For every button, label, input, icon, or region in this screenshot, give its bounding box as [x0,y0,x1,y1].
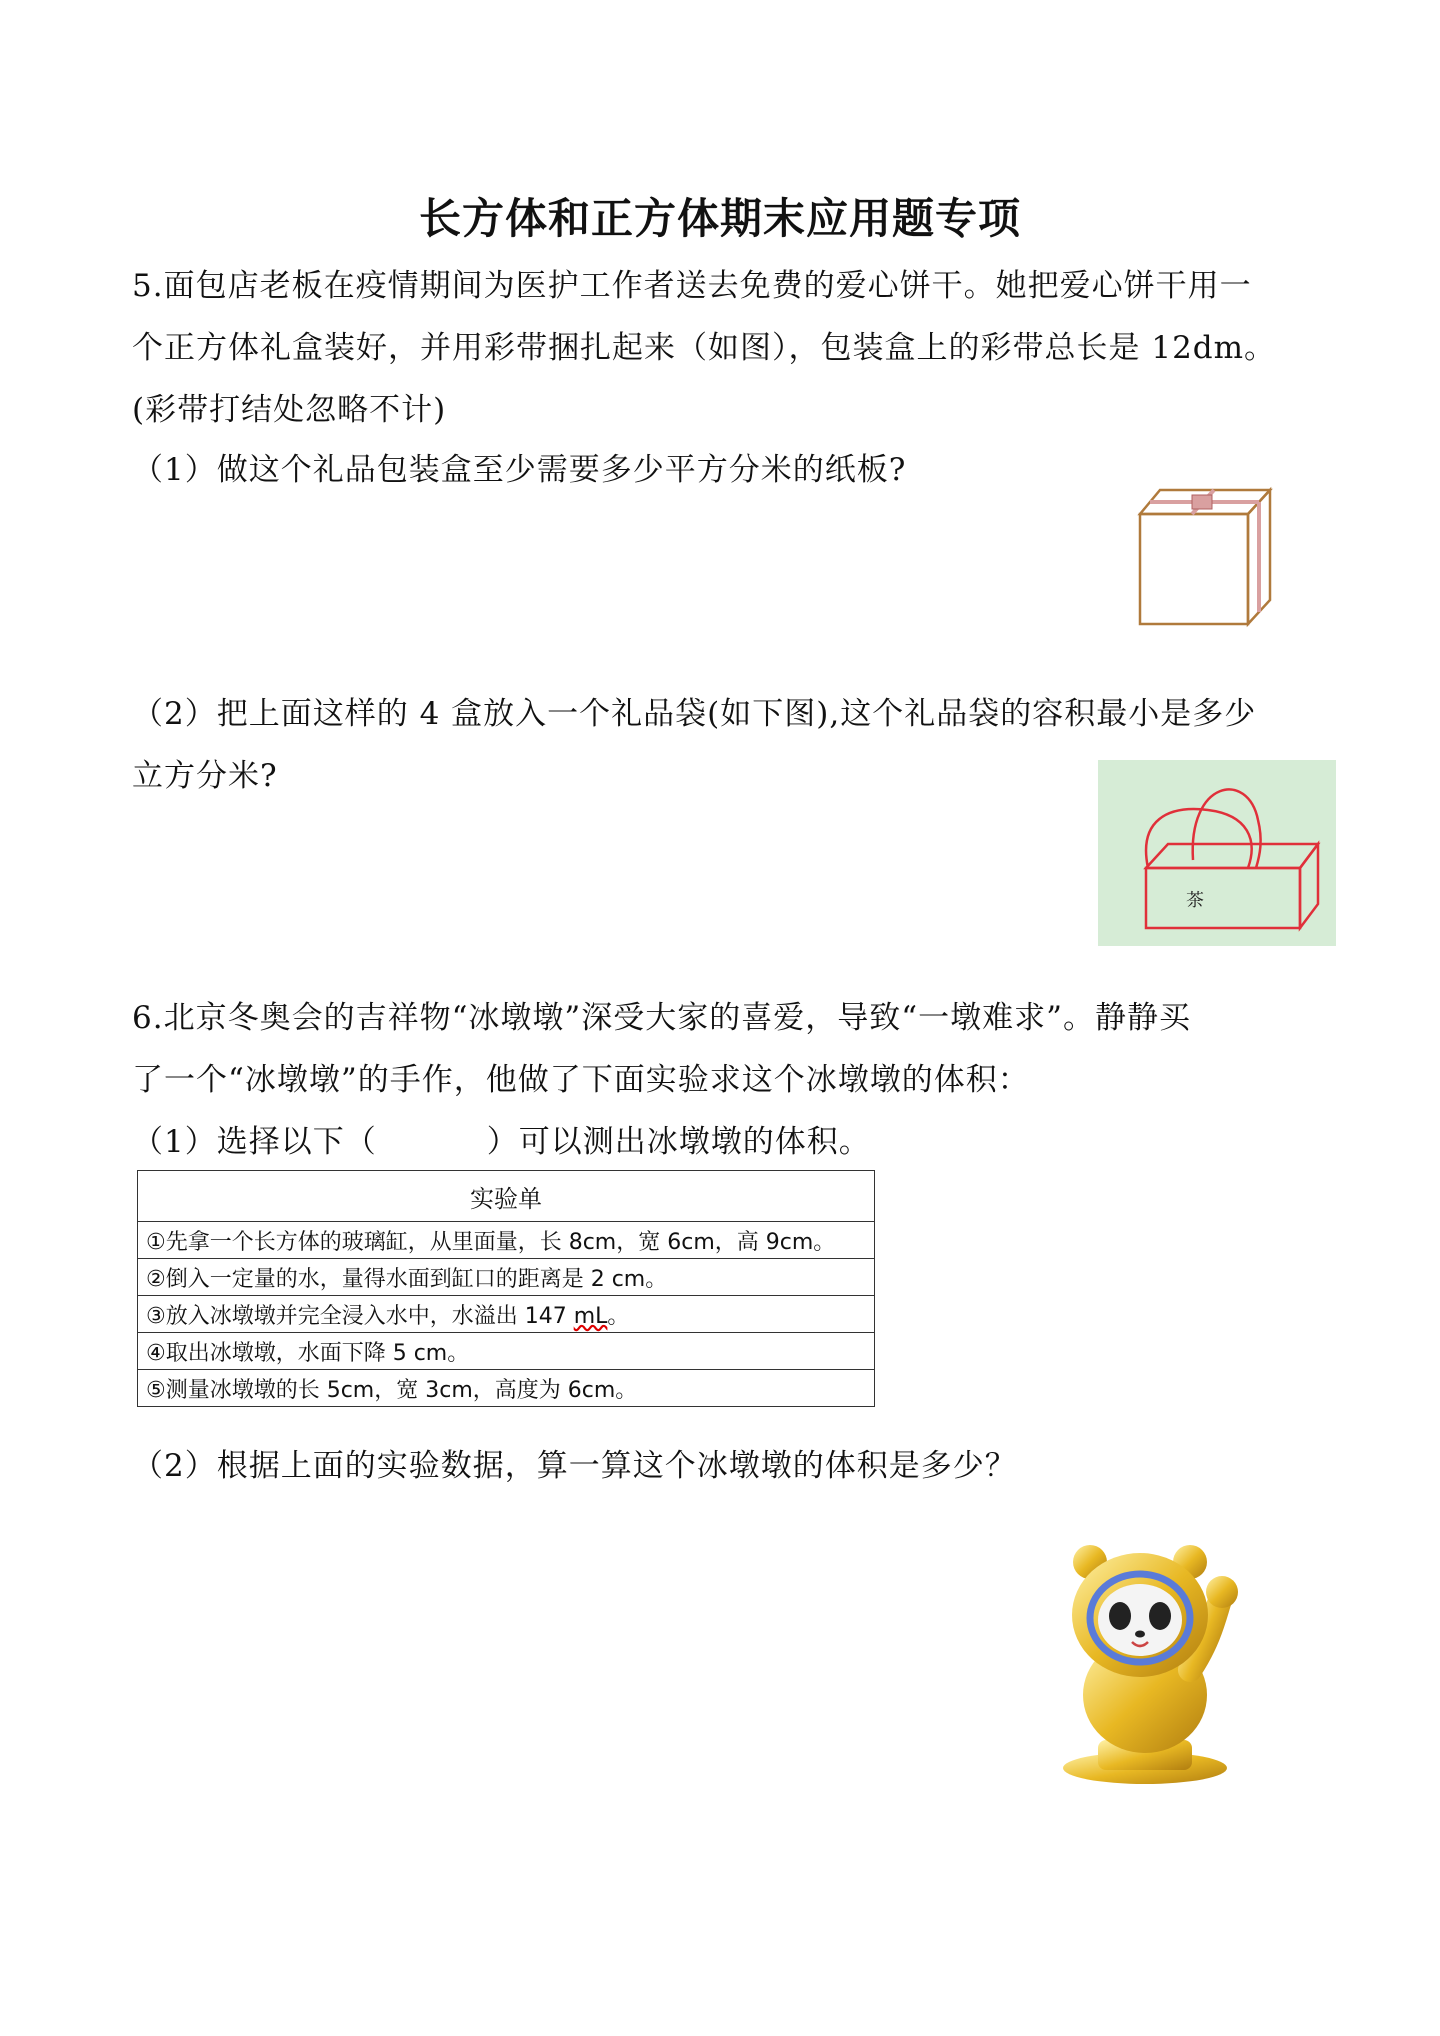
bag-label: 茶 [1186,890,1204,911]
q6-sub-1 [132,1122,871,1162]
table-row: ④取出冰墩墩，水面下降 5 cm。 [138,1333,875,1370]
bag-top [1146,844,1318,868]
q6-sub-1-suffix: ）可以测出冰墩墩的体积。 [486,1124,871,1160]
mascot-nose [1135,1631,1145,1638]
q5-sub-2-line-2: 立方分米? [132,758,278,794]
mascot-figure [1040,1520,1260,1790]
page-title: 长方体和正方体期末应用题专项 [418,194,1021,243]
q6-sub-1-prefix: （1）选择以下（ [132,1124,377,1160]
table-row: ①先拿一个长方体的玻璃缸，从里面量，长 8cm，宽 6cm，高 9cm。 [138,1222,875,1259]
experiment-table [137,1170,875,1407]
bag-side [1300,844,1318,928]
q5-line-1: 5.面包店老板在疫情期间为医护工作者送去免费的爱心饼干。她把爱心饼干用一 [132,268,1252,304]
tea-bag-figure [1098,760,1336,946]
row-3-unit: mL [573,1303,608,1329]
q6-line-1: 6.北京冬奥会的吉祥物“冰墩墩”深受大家的喜爱，导致“一墩难求”。静静买 [132,1000,1191,1036]
gift-box-front [1140,514,1248,624]
table-row: ⑤测量冰墩墩的长 5cm，宽 3cm，高度为 6cm。 [138,1370,875,1407]
tea-bag-drawing [1098,760,1336,946]
mascot-paw [1206,1576,1238,1608]
row-3-text: ③放入冰墩墩并完全浸入水中，水溢出 147 [146,1303,574,1329]
q5-line-2: 个正方体礼盒装好，并用彩带捆扎起来（如图），包装盒上的彩带总长是 12dm。 [132,330,1277,366]
q5-sub-1: （1）做这个礼品包装盒至少需要多少平方分米的纸板? [132,452,907,488]
row-3-end: 。 [607,1303,630,1329]
table-title: 实验单 [138,1171,875,1222]
table-row [138,1296,875,1333]
q6-sub-2: （2）根据上面的实验数据，算一算这个冰墩墩的体积是多少？ [132,1448,1017,1484]
mascot-eye-right [1149,1602,1171,1630]
mascot-eye-left [1109,1602,1131,1630]
q5-line-3: (彩带打结处忽略不计) [132,392,447,428]
gift-box-figure [1130,484,1280,634]
table-row: ②倒入一定量的水，量得水面到缸口的距离是 2 cm。 [138,1259,875,1296]
ribbon-bow [1192,495,1212,509]
q6-line-2: 了一个“冰墩墩”的手作，他做了下面实验求这个冰墩墩的体积： [132,1062,1030,1098]
q5-sub-2-line-1: （2）把上面这样的 4 盒放入一个礼品袋(如下图),这个礼品袋的容积最小是多少 [132,696,1257,732]
bag-front [1146,868,1300,928]
